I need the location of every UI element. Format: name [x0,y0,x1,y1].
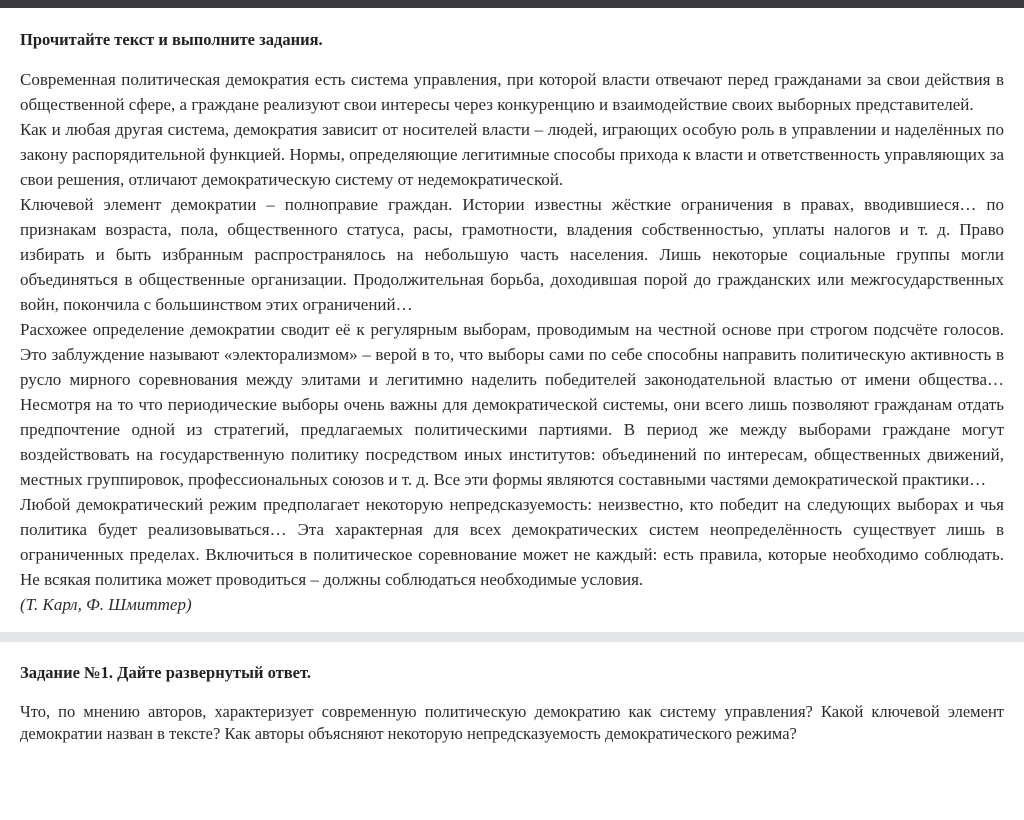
top-divider-bar [0,0,1024,8]
text-paragraph-1: Современная политическая демократия есть система управления, при которой власти отвечают перед гражданами за свои действия в общественной сфере, а граждане реализуют свои интересы через конкуренцию и взаимодействие своих выборных представителей. [20,70,1004,114]
task-section [0,642,1024,745]
author-attribution: (Т. Карл, Ф. Шмиттер) [20,595,192,614]
task-title: Задание №1. Дайте развернутый ответ. [20,663,311,682]
reading-instruction: Прочитайте текст и выполните задания. [20,30,323,49]
text-paragraph-4: Расхожее определение демократии сводит её к регулярным выборам, проводимым на честной основе при строгом подсчёте голосов. Это заблуждение называют «электорализмом» – верой в то, что выборы сами по себе способны направить политическую активность в русло мирного соревнования между элитами и легитимно наделить победителей законодательной властью от имени общества… Несмотря на то что периодические выборы очень важны для демократической системы, они всего лишь позволяют гражданам отдать предпочтение одной из стратегий, предлагаемых политическими партиями. В период же между выборами граждане могут воздействовать на государственную политику посредством иных институтов: объединений по интересам, общественных движений, местных группировок, профессиональных союзов и т. д. Все эти формы являются составными частями демократической практики… [20,320,1004,489]
text-paragraph-5: Любой демократический режим предполагает некоторую непредсказуемость: неизвестно, кто победит на следующих выборах и чья политика будет реализовываться… Эта характерная для всех демократических систем неопределённость существует лишь в ограниченных пределах. Включиться в политическое соревнование может не каждый: есть правила, которые необходимо соблюдать. Не всякая политика может проводиться – должны соблюдаться необходимые условия. [20,495,1004,589]
reading-section [0,8,1024,617]
text-paragraph-2: Как и любая другая система, демократия зависит от носителей власти – людей, играющих особую роль в управлении и наделённых по закону распорядительной функцией. Нормы, определяющие легитимные способы прихода к власти и ответственность управляющих за свои решения, отличают демократическую систему от недемократической. [20,120,1004,189]
reading-text [20,67,1004,617]
text-paragraph-3: Ключевой элемент демократии – полноправие граждан. Истории известны жёсткие ограничения в правах, вводившиеся… по признакам возраста, пола, общественного статуса, расы, грамотности, владения собственностью, уплаты налогов и т. д. Право избирать и быть избранным распространялось на небольшую часть населения. Лишь некоторые социальные группы могли объединяться в общественные организации. Продолжительная борьба, доходившая порой до гражданских или межгосударственных войн, покончила с большинством этих ограничений… [20,195,1004,314]
task-question: Что, по мнению авторов, характеризует современную политическую демократию как систему управления? Какой ключевой элемент демократии назван в тексте? Как авторы объясняют некоторую непредсказуемость демократического режима? [20,702,1004,743]
section-divider [0,632,1024,642]
